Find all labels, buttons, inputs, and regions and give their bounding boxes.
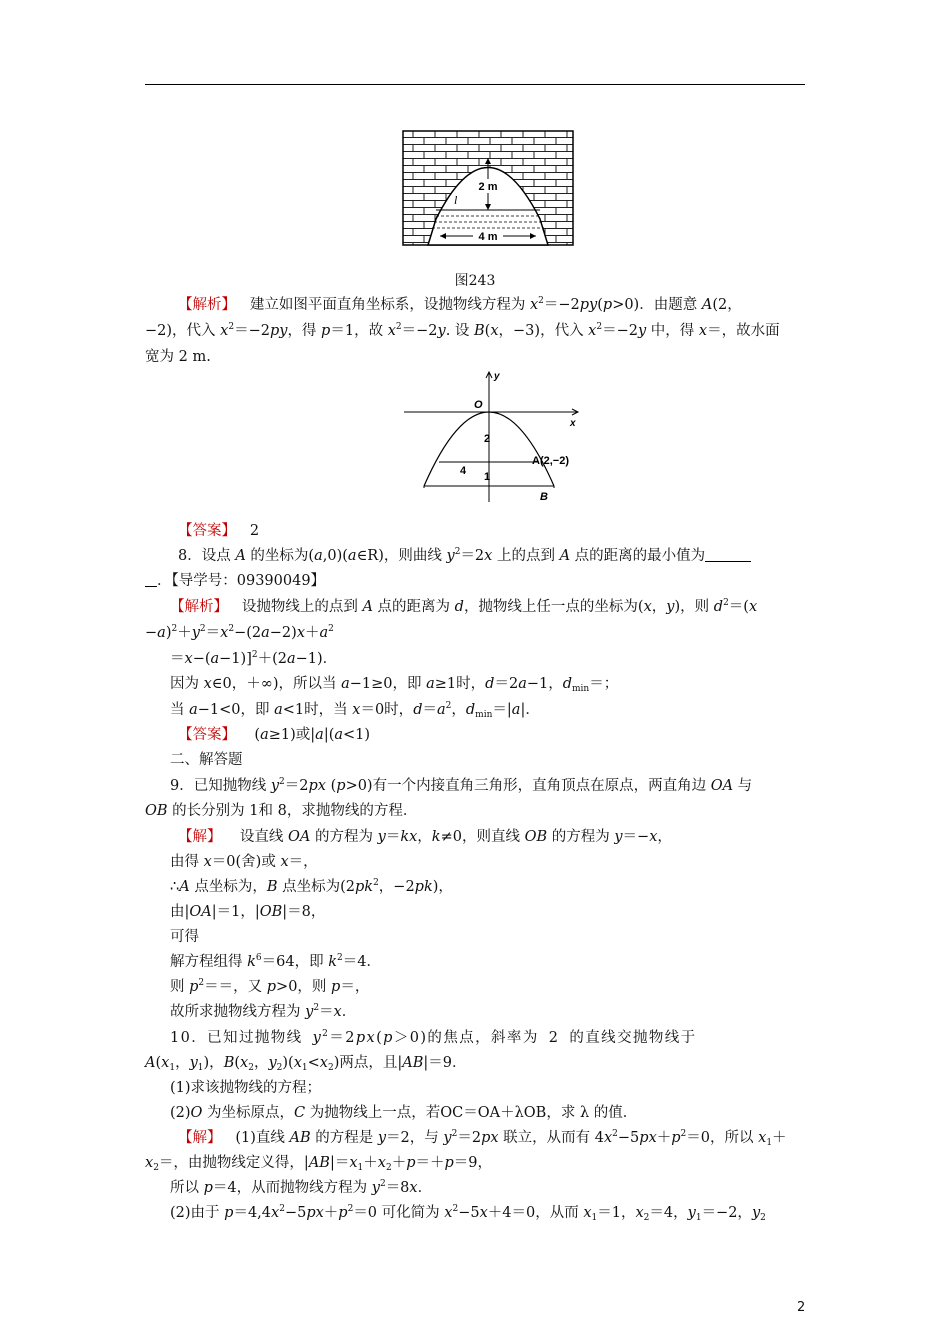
figure-caption: 图243 bbox=[454, 273, 496, 289]
axis-x-label: x bbox=[570, 418, 576, 429]
solution7-line2: −2)，代入 $x^2=-2py$，得 p＝1，故 $x^2=-2y$. 设 B(x，−3)，代入 $x^2=-2y$ 中，得 x＝，故水面 bbox=[145, 322, 780, 339]
solution8-line4: 因为 x∈0，＋∞)，所以当 a−1≥0，即 a≥1时，d＝2a−1，$d_{min}=$； bbox=[170, 676, 619, 694]
solution9-line5: 可得 bbox=[170, 929, 199, 945]
solution8-line5: 当 a−1<0，即 a<1时，当 x＝0时，$d=a^2$，$d_{min}=|a|$． bbox=[170, 701, 540, 720]
arch-water-label: l bbox=[454, 193, 458, 207]
question9-line1: 9．已知抛物线 $y^2=2px$ (p>0)有一个内接直角三角形，直角顶点在原点，两直角边 OA 与 bbox=[170, 777, 753, 794]
drop-label: 1 bbox=[484, 471, 491, 483]
solution10-line3: 所以 p＝4，从而抛物线方程为 $y^2=8x$． bbox=[170, 1179, 433, 1196]
question10-line4: (2)O 为坐标原点，C 为抛物线上一点，若OC＝OA＋λOB，求 λ 的值． bbox=[170, 1105, 638, 1121]
axis-y-label: y bbox=[494, 371, 500, 382]
section-heading: 二、解答题 bbox=[170, 752, 243, 768]
solution8-line3: ＝x−(a−1)]$^2$＋(2a−1)． bbox=[170, 650, 338, 667]
header-rule bbox=[145, 84, 805, 85]
solution10-line1: 【解】 (1)直线 AB 的方程是 y＝2，与 $y^2=2px$ 联立，从而有 $4x^2-5px+p^2=0$，所以 $x_1+$ bbox=[178, 1129, 787, 1148]
solution9-line1: 【解】 设直线 OA 的方程为 y＝kx，k≠0，则直线 OB 的方程为 y＝−x， bbox=[178, 829, 672, 845]
question9-line2: OB 的长分别为 1和 8，求抛物线的方程． bbox=[145, 803, 418, 819]
arch-figure bbox=[402, 130, 574, 246]
depth-label: 2 bbox=[484, 433, 491, 445]
question10-line2: $A(x_1$，$y_1$)，$B(x_2$，$y_2)(x_1<x_2)$两点，且|AB|＝9． bbox=[145, 1055, 467, 1073]
halfwidth-label: 4 bbox=[460, 465, 467, 477]
solution8-line2: $-a)^2+y^2=x^2-(2a-2)x+a^2$ bbox=[145, 624, 334, 641]
solution9-line4: 由|OA|＝1，|OB|＝8， bbox=[170, 904, 326, 920]
question8-line1: 8．设点 A 的坐标为(a,0)(a∈R)，则曲线 $y^2=2x$ 上的点到 A 点的距离的最小值为 bbox=[178, 545, 751, 567]
answer8: 【答案】 (a≥1)或|a|(a<1) bbox=[178, 727, 371, 743]
solution10-line2: $x_2=$，由抛物线定义得，$|AB|=x_1+x_2+p=+p=9$， bbox=[145, 1155, 493, 1173]
solution7-line1: 【解析】 建立如图平面直角坐标系，设抛物线方程为 $x^2=-2py(p>0)$．由题意 A(2， bbox=[178, 296, 742, 313]
solution9-line8: 故所求抛物线方程为 $y^2=x$． bbox=[170, 1003, 357, 1020]
origin-label: O bbox=[474, 399, 483, 411]
point-b-label: B bbox=[540, 491, 548, 503]
solution10-line4: (2)由于 $p=4,4x^2-5px+p^2=0$ 可化简为 $x^2-5x+4=0$，从而 $x_1=1$，$x_2=4$，$y_1=-2$，$y_2$ bbox=[170, 1204, 766, 1223]
question10-line1: 10．已知过抛物线 $y^2=2px(p>0)$的焦点，斜率为 2 的直线交抛物线于 bbox=[170, 1029, 697, 1046]
question8-line2: ．【导学号：09390049】 bbox=[145, 570, 325, 592]
question10-line3: (1)求该抛物线的方程； bbox=[170, 1080, 322, 1096]
coordinate-figure bbox=[400, 370, 590, 506]
answer7: 【答案】 2 bbox=[178, 523, 260, 539]
solution9-line3: ∴A 点坐标为，B 点坐标为($2pk^2$，−2pk)， bbox=[170, 878, 453, 895]
solution9-line2: 由得 x＝0(舍)或 x＝， bbox=[170, 854, 318, 870]
solution8-line1: 【解析】 设抛物线上的点到 A 点的距离为 d，抛物线上任一点的坐标为(x，y)，则 $d^2=(x$ bbox=[170, 598, 758, 615]
solution9-line7: 则 $p^2==$，又 p>0，则 p＝， bbox=[170, 978, 370, 995]
solution9-line6: 解方程组得 $k^6=64$，即 $k^2=4$． bbox=[170, 953, 381, 970]
page-number: 2 bbox=[797, 1300, 806, 1315]
arch-width-label: 4 m bbox=[478, 231, 498, 243]
solution7-line3: 宽为 2 m. bbox=[145, 349, 211, 365]
point-a-label: A(2,−2) bbox=[532, 455, 569, 467]
arch-height-label: 2 m bbox=[478, 181, 498, 193]
